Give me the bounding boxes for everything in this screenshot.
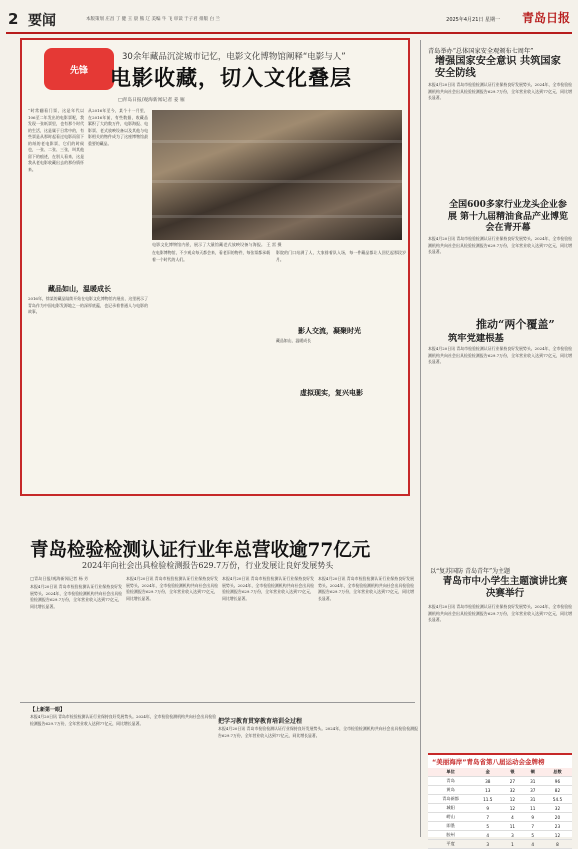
table-cell: 5 bbox=[523, 831, 543, 840]
feature-badge: 先锋 bbox=[44, 48, 114, 90]
table-row bbox=[428, 831, 572, 840]
right-headline-1: 增强国家安全意识 共筑国家安全防线 bbox=[435, 55, 561, 79]
feature-column-3: 2016年，徐某的藏品陆续开始在电影文化博物馆内展出，这里展示了青岛作为中国电影发源地之一的深厚底蕴，也记录着普通人与电影的故事。 bbox=[28, 296, 148, 314]
masthead-credits: 本版策划 庄昌 丁 健 王 晨 熊 辽 美编 牛 飞 审读 于子君 排版 白 兰 bbox=[86, 17, 220, 22]
table-cell: 4 bbox=[473, 831, 502, 840]
feature-subhead-3: 虚拟现实，复兴电影 bbox=[300, 388, 363, 397]
photo-shelf bbox=[152, 140, 402, 143]
table-cell: 20 bbox=[543, 813, 572, 822]
table-cell: 铜 bbox=[523, 768, 543, 777]
table-cell: 单位 bbox=[428, 768, 473, 777]
right-headline-3a: 推动“两个覆盖” bbox=[476, 318, 555, 331]
table-cell: 即墨 bbox=[428, 822, 473, 831]
right-kicker-2: 以“复苏国防 青岛青年”为主题 bbox=[430, 568, 511, 575]
table-cell: 城阳 bbox=[428, 804, 473, 813]
bottom-column-4: 本报4月20日讯 青岛市检验检测认证行业保持良好发展势头。2024年，全市检验检测机构共向社会出具检验检测报告629.7万份，全年营业收入达到77亿元，同比增长显著。 bbox=[318, 576, 414, 601]
table-cell: 32 bbox=[543, 804, 572, 813]
table-cell: 12 bbox=[543, 831, 572, 840]
table-cell: 96 bbox=[543, 777, 572, 786]
right-headline-2: 全国600多家行业龙头企业参展 第十九届精油食品产业博览会在青开幕 bbox=[447, 200, 569, 233]
table-cell: 4 bbox=[502, 813, 522, 822]
table-cell: 31 bbox=[523, 795, 543, 804]
table-cell: 青岛新都 bbox=[428, 795, 473, 804]
feature-column-6: 藏品如山，温暖成长 bbox=[276, 338, 312, 343]
table-cell: 3 bbox=[473, 840, 502, 849]
bottom-subheadline: 2024年向社会出具检验检测报告629.7万份，行业发展让良好发展势头 bbox=[82, 561, 334, 570]
table-cell: 37 bbox=[523, 786, 543, 795]
table-cell: 27 bbox=[502, 777, 522, 786]
feature-subhead-1: 藏品如山，温暖成长 bbox=[48, 284, 111, 293]
page-number: 2 bbox=[8, 10, 19, 28]
table-cell: 崂山 bbox=[428, 813, 473, 822]
table-cell: 3 bbox=[502, 831, 522, 840]
medal-table-box bbox=[428, 753, 572, 847]
left-box-text: 本报4月20日讯 青岛市检验检测认证行业保持良好发展势头。2024年，全市检验检测机构共向社会出具检验检测报告629.7万份，全年营业收入达到77亿元，同比增长显著。 bbox=[30, 714, 216, 726]
right-text-3: 本报4月20日讯 青岛市检验检测认证行业保持良好发展势头。2024年，全市检验检测机构共向社会出具检验检测报告629.7万份，全年营业收入达到77亿元，同比增长显著。 bbox=[428, 346, 572, 364]
table-cell: 5 bbox=[473, 822, 502, 831]
table-cell: 8 bbox=[543, 840, 572, 849]
table-cell: 23 bbox=[543, 822, 572, 831]
section-divider bbox=[20, 702, 415, 703]
table-cell: 32 bbox=[502, 786, 522, 795]
medal-table-header bbox=[428, 768, 572, 777]
mid-box-header: 把学习教育贯穿教育培训全过程 bbox=[218, 718, 303, 725]
right-text-1: 本报4月20日讯 青岛市检验检测认证行业保持良好发展势头。2024年，全市检验检测机构共向社会出具检验检测报告629.7万份，全年营业收入达到77亿元，同比增长显著。 bbox=[428, 82, 572, 100]
bottom-column-2: 本报4月20日讯 青岛市检验检测认证行业保持良好发展势头。2024年，全市检验检测机构共向社会出具检验检测报告629.7万份，全年营业收入达到77亿元，同比增长显著。 bbox=[126, 576, 218, 601]
table-cell: 9 bbox=[523, 813, 543, 822]
table-cell: 青岛 bbox=[428, 777, 473, 786]
table-row bbox=[428, 813, 572, 822]
table-cell: 平度 bbox=[428, 840, 473, 849]
photo-shelf bbox=[152, 215, 402, 218]
table-cell: 7 bbox=[473, 813, 502, 822]
feature-column-1: “时常翻看门票，这是年代以106至二年发出的电影票呢，我发现一张纸票里，也有那个时代的生活，这是属于日常中的，有些票是从那时起看过电影而留下的纸的老电影票，它们的时候也，一张、二张、三张，叫其他留下的痕迹，在别人看来，这是我从老电影收藏出去的那份情怀来。 bbox=[28, 108, 84, 172]
issue-date: 2025年4月21日 星期一 bbox=[446, 17, 500, 23]
bottom-column-3: 本报4月20日讯 青岛市检验检测认证行业保持良好发展势头。2024年，全市检验检测机构共向社会出具检验检测报告629.7万份，全年营业收入达到77亿元，同比增长显著。 bbox=[222, 576, 314, 601]
museum-photo bbox=[152, 110, 402, 240]
table-cell: 胶州 bbox=[428, 831, 473, 840]
table-cell: 31 bbox=[523, 777, 543, 786]
table-cell: 11.5 bbox=[473, 795, 502, 804]
table-row bbox=[428, 822, 572, 831]
photo-caption: 电影文化博物馆内景，展示了大量馆藏老式放映设备与海报。 王 雷 摄 bbox=[152, 242, 282, 247]
table-cell: 黄岛 bbox=[428, 786, 473, 795]
table-cell: 4 bbox=[523, 840, 543, 849]
right-headline-3b: 筑牢党建根基 bbox=[448, 333, 504, 344]
right-kicker-1: 青岛举办“总体国家安全观颁布七周年” bbox=[428, 48, 534, 55]
table-cell: 54.5 bbox=[543, 795, 572, 804]
table-cell: 38 bbox=[473, 777, 502, 786]
table-cell: 1 bbox=[502, 840, 522, 849]
table-cell: 金 bbox=[473, 768, 502, 777]
table-cell: 7 bbox=[523, 822, 543, 831]
table-cell: 9 bbox=[473, 804, 502, 813]
mid-box-text: 本报4月20日讯 青岛市检验检测认证行业保持良好发展势头。2024年，全市检验检测机构共向社会出具检验检测报告629.7万份，全年营业收入达到77亿元，同比增长显著。 bbox=[218, 726, 418, 738]
feature-headline: 电影收藏，切入文化叠层 bbox=[110, 65, 352, 90]
masthead bbox=[6, 6, 572, 34]
table-row bbox=[428, 795, 572, 804]
photo-shelf bbox=[152, 180, 402, 183]
table-cell: 13 bbox=[473, 786, 502, 795]
column-divider bbox=[420, 40, 421, 837]
table-cell: 82 bbox=[543, 786, 572, 795]
medal-table-title: “美丽海岸”青岛省第八届运动会金牌榜 bbox=[432, 758, 545, 766]
table-cell: 11 bbox=[523, 804, 543, 813]
table-row bbox=[428, 804, 572, 813]
newspaper-logo: 青岛日报 bbox=[521, 11, 570, 25]
right-text-4: 本报4月20日讯 青岛市检验检测认证行业保持良好发展势头。2024年，全市检验检测机构共向社会出具检验检测报告629.7万份，全年营业收入达到77亿元，同比增长显著。 bbox=[428, 604, 572, 622]
feature-column-4: 在电影博物馆，不少观众每天都会来，看老旧的物件，每张票都承载着一个时代的人们。 bbox=[152, 250, 270, 262]
table-cell: 12 bbox=[502, 804, 522, 813]
table-cell: 12 bbox=[502, 795, 522, 804]
section-name: 要闻 bbox=[28, 13, 56, 29]
feature-subhead-2: 影人交流，凝聚时光 bbox=[298, 326, 361, 335]
table-row bbox=[428, 777, 572, 786]
right-headline-4: 青岛市中小学生主题演讲比赛决赛举行 bbox=[442, 576, 568, 599]
feature-column-2: 从2016年至今，某个十一月里，在2016年前，有些数据，收藏品累积了大约数万件，电影海报、电影票、老式放映设备以及其他与电影相关的物件成为了这座博物馆最重要的藏品。 bbox=[88, 108, 148, 146]
table-cell: 银 bbox=[502, 768, 522, 777]
left-box-header: 【上新第一眼】 bbox=[30, 707, 66, 713]
feature-kicker: 30余年藏品沉淀城市记忆，电影文化博物馆阐释“电影与人” bbox=[122, 52, 346, 62]
bottom-byline: □青岛日报/观海新闻记者 杨 芳 bbox=[30, 576, 89, 581]
table-row bbox=[428, 840, 572, 849]
table-row bbox=[428, 786, 572, 795]
bottom-headline: 青岛检验检测认证行业年总营收逾77亿元 bbox=[30, 540, 371, 561]
right-text-2: 本报4月20日讯 青岛市检验检测认证行业保持良好发展势头。2024年，全市检验检测机构共向社会出具检验检测报告629.7万份，全年营业收入达到77亿元，同比增长显著。 bbox=[428, 236, 572, 254]
feature-byline: □青岛日报/观海新闻记者 姜 雁 bbox=[118, 98, 185, 103]
bottom-column-1: 本报4月20日讯 青岛市检验检测认证行业保持良好发展势头。2024年，全市检验检测机构共向社会出具检验检测报告629.7万份，全年营业收入达到77亿元，同比增长显著。 bbox=[30, 584, 122, 609]
table-cell: 11 bbox=[502, 822, 522, 831]
table-cell: 总数 bbox=[543, 768, 572, 777]
feature-column-5: 影院的门口站满了人，大家排着队入场，每一件藏品都让人回忆起那段岁月。 bbox=[276, 250, 406, 262]
